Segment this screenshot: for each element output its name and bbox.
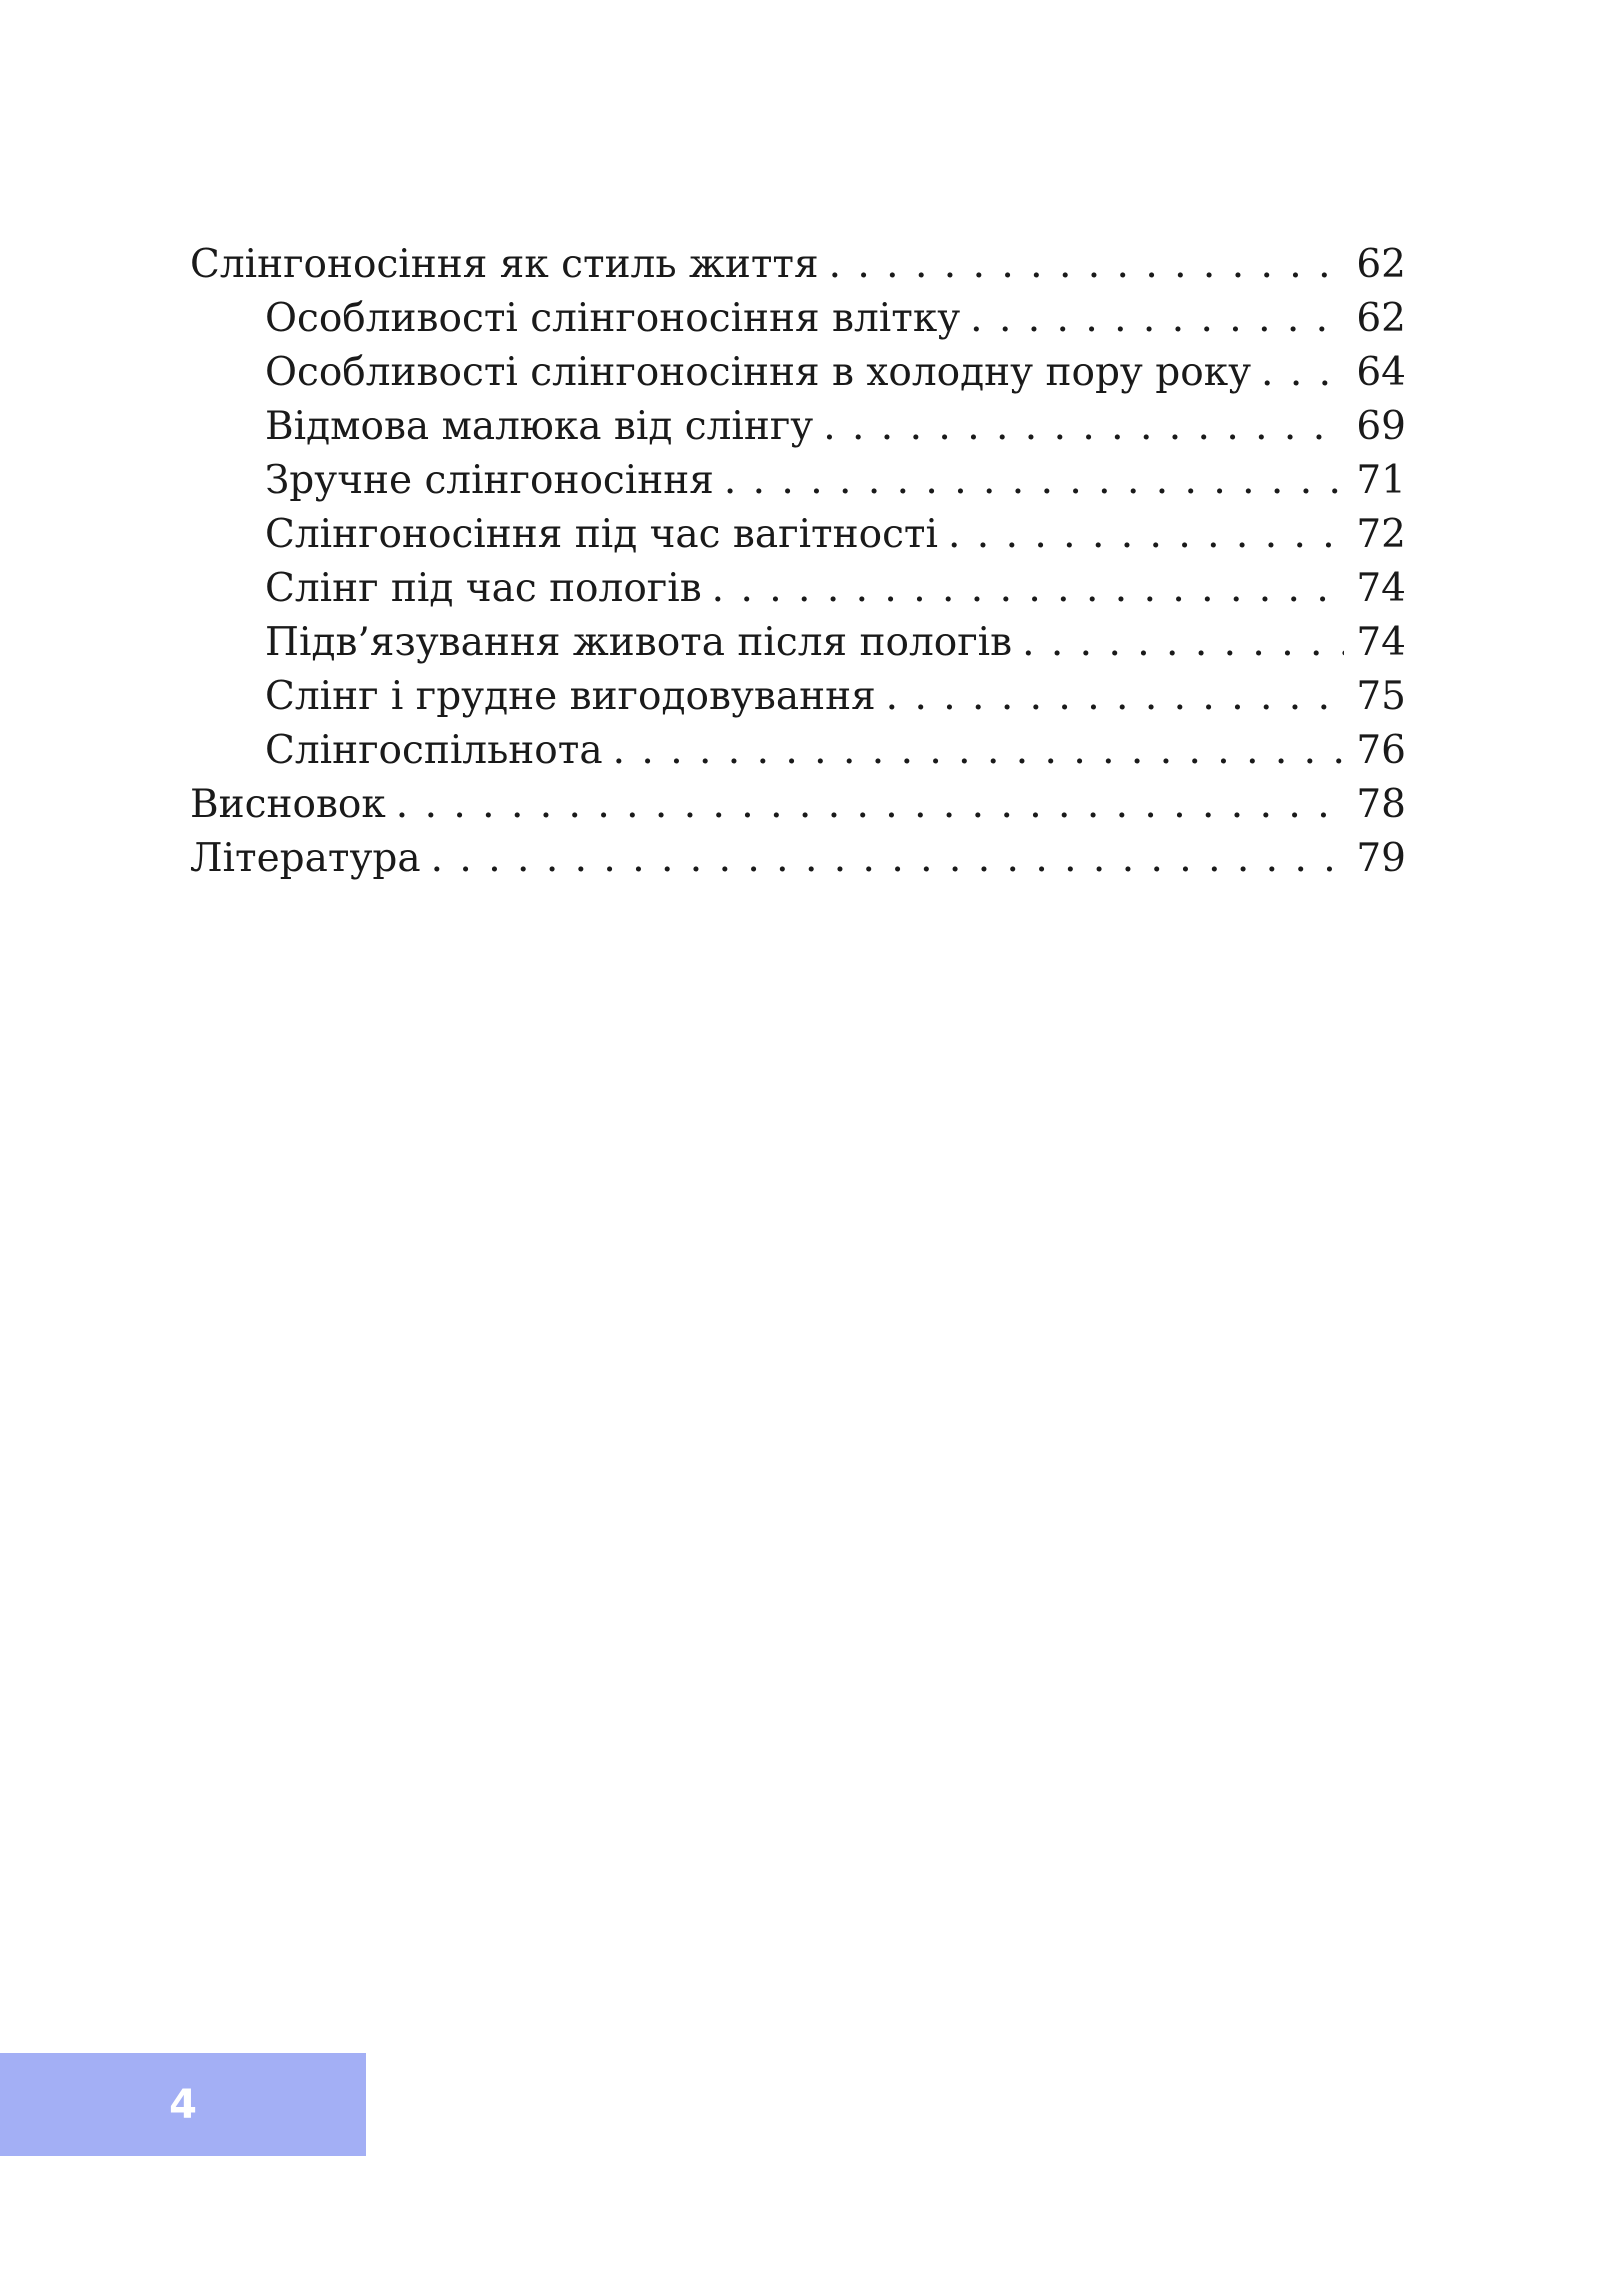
toc-entry[interactable]	[190, 238, 1406, 292]
toc-entry-page: 78	[1356, 782, 1406, 827]
toc-entry-page: 62	[1356, 296, 1406, 341]
toc-entry-title: Література	[190, 836, 421, 881]
toc-dot-leader	[829, 238, 1344, 292]
toc-entry-title: Слінгоносіння під час вагітності	[265, 512, 938, 557]
toc-dot-leader	[948, 508, 1344, 562]
toc-entry-page: 71	[1356, 458, 1406, 503]
toc-entry-page: 75	[1356, 674, 1406, 719]
toc-entry[interactable]	[190, 778, 1406, 832]
toc-entry-title: Особливості слінгоносіння влітку	[265, 296, 961, 341]
toc-entry[interactable]	[190, 670, 1406, 724]
toc-entry-title: Слінг під час пологів	[265, 566, 702, 611]
toc-entry-page: 64	[1356, 350, 1406, 395]
page-number: 4	[169, 2081, 197, 2128]
page-number-tab	[0, 2053, 366, 2156]
toc-entry[interactable]	[190, 400, 1406, 454]
toc-entry[interactable]	[190, 616, 1406, 670]
toc-entry[interactable]	[190, 832, 1406, 886]
toc-entry-page: 74	[1356, 620, 1406, 665]
toc-dot-leader	[431, 832, 1344, 886]
toc-entry-title: Особливості слінгоносіння в холодну пору року	[265, 350, 1252, 395]
toc-entry[interactable]	[190, 292, 1406, 346]
toc-entry-page: 72	[1356, 512, 1406, 557]
toc-entry-page: 62	[1356, 242, 1406, 287]
toc-dot-leader	[970, 292, 1344, 346]
toc-entry-title: Слінгоносіння як стиль життя	[190, 242, 819, 287]
toc-entry[interactable]	[190, 508, 1406, 562]
toc-entry-page: 74	[1356, 566, 1406, 611]
toc-entry-title: Слінг і грудне вигодовування	[265, 674, 876, 719]
toc-entry-title: Зручне слінгоносіння	[265, 458, 714, 503]
toc-dot-leader	[396, 778, 1344, 832]
toc-entry[interactable]	[190, 562, 1406, 616]
toc-entry-page: 79	[1356, 836, 1406, 881]
toc-dot-leader	[886, 670, 1344, 724]
toc-entry[interactable]	[190, 346, 1406, 400]
toc-entry-title: Відмова малюка від слінгу	[265, 404, 814, 449]
toc-entry-page: 76	[1356, 728, 1406, 773]
toc-dot-leader	[712, 562, 1344, 616]
toc-entry-page: 69	[1356, 404, 1406, 449]
toc-dot-leader	[724, 454, 1344, 508]
toc-entry[interactable]	[190, 454, 1406, 508]
toc-dot-leader	[613, 724, 1344, 778]
toc-entry-title: Висновок	[190, 782, 386, 827]
toc-entry-title: Слінгоспільнота	[265, 728, 603, 773]
toc-entry-title: Підв’язування живота після пологів	[265, 620, 1013, 665]
toc-dot-leader	[1261, 346, 1344, 400]
toc-dot-leader	[1022, 616, 1344, 670]
table-of-contents	[190, 238, 1406, 886]
toc-dot-leader	[823, 400, 1344, 454]
toc-entry[interactable]	[190, 724, 1406, 778]
